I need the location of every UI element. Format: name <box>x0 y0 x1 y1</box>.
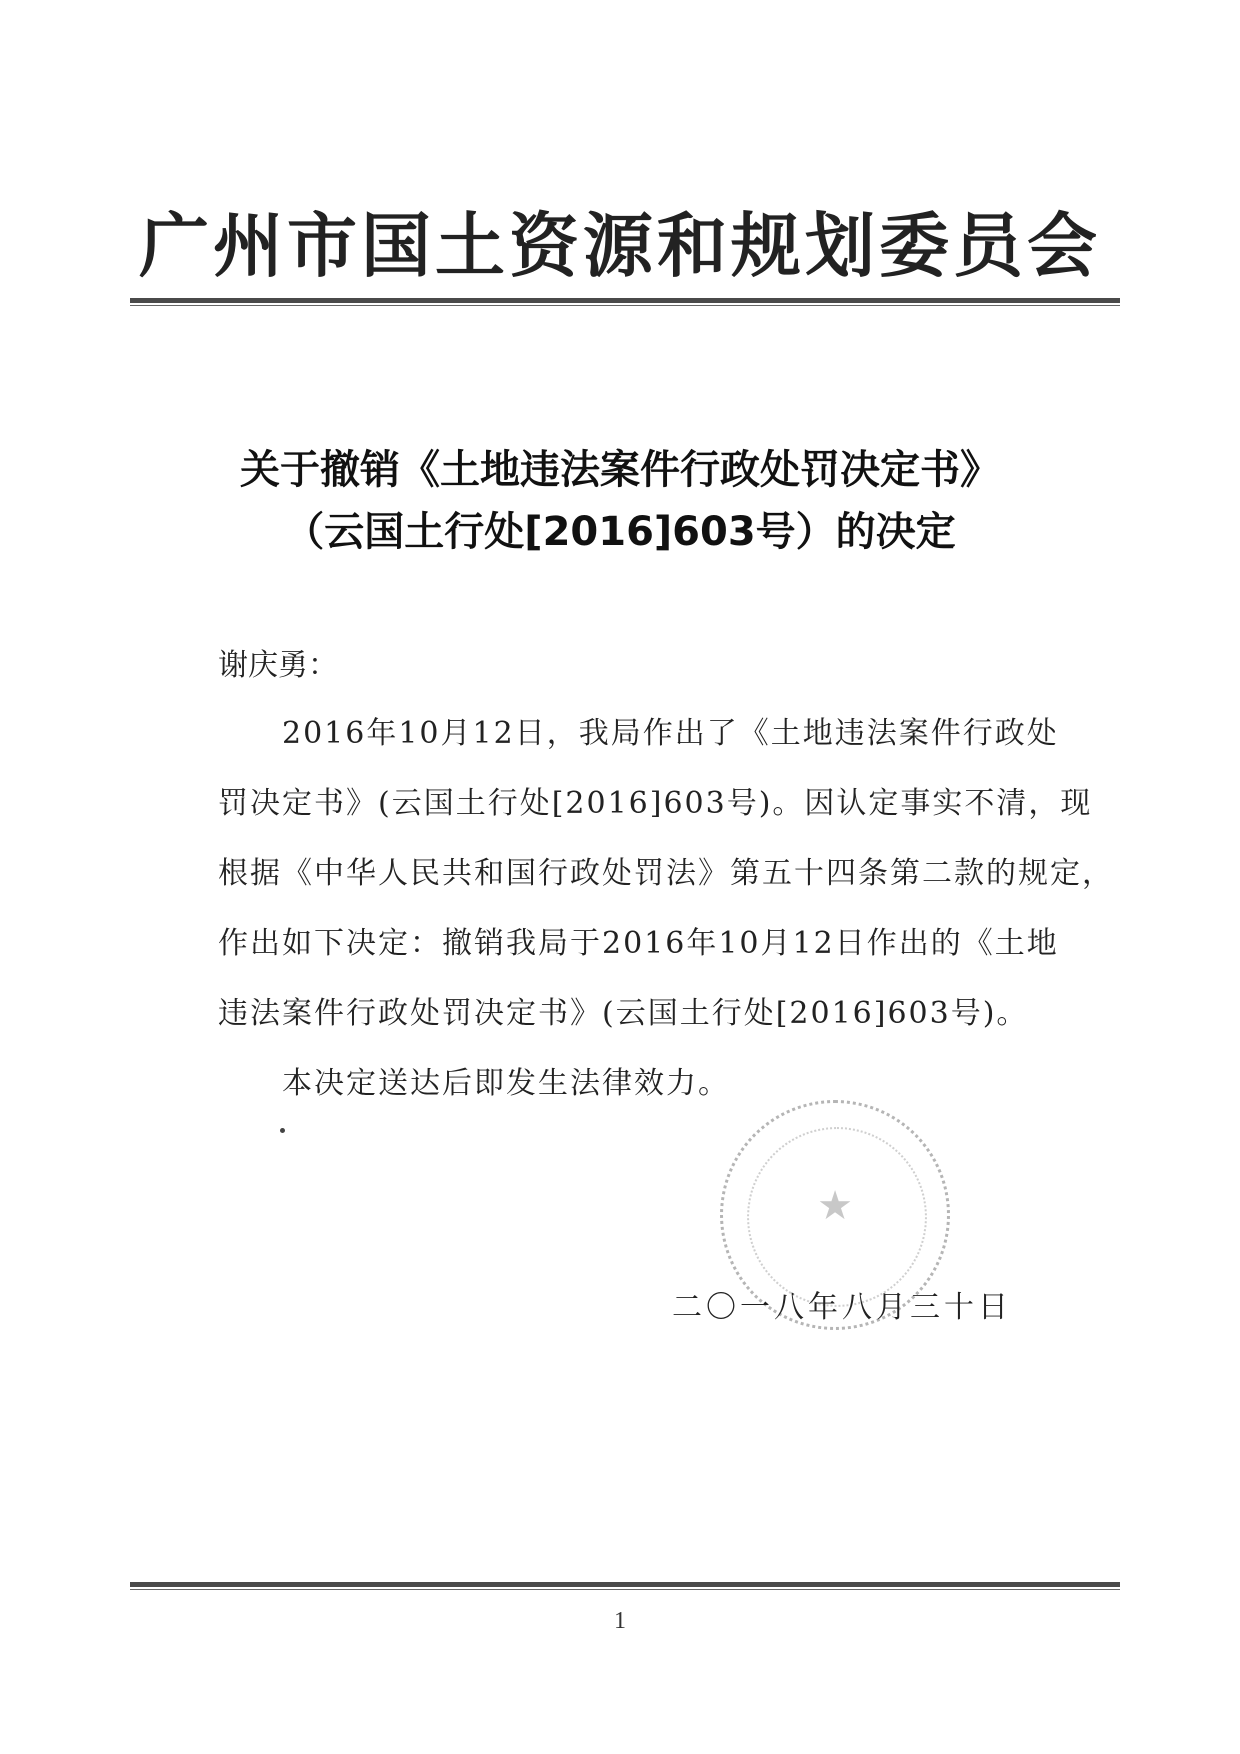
paragraph-line: 罚决定书》(云国土行处[2016]603号)。因认定事实不清，现 <box>218 786 1093 821</box>
page-number: 1 <box>614 1608 626 1634</box>
seal-star-icon: ★ <box>817 1183 853 1229</box>
letterhead-organization: 广州市国土资源和规划委员会 <box>139 204 1101 287</box>
document-date: 二〇一八年八月三十日 <box>672 1290 1012 1325</box>
closing-statement: 本决定送达后即发生法律效力。 <box>282 1066 730 1101</box>
paragraph-line: 根据《中华人民共和国行政处罚法》第五十四条第二款的规定， <box>218 856 1114 891</box>
salutation: 谢庆勇： <box>218 648 338 683</box>
letterhead-divider <box>130 298 1120 306</box>
paragraph-line: 违法案件行政处罚决定书》(云国土行处[2016]603号)。 <box>218 996 1029 1031</box>
footer-divider <box>130 1582 1120 1590</box>
document-title-line2: （云国土行处[2016]603号）的决定 <box>284 509 956 555</box>
scan-speck <box>280 1128 285 1133</box>
paragraph-line: 2016年10月12日，我局作出了《土地违法案件行政处 <box>282 716 1059 751</box>
paragraph-line: 作出如下决定：撤销我局于2016年10月12日作出的《土地 <box>218 926 1059 961</box>
document-title-line1: 关于撤销《土地违法案件行政处罚决定书》 <box>240 447 1000 493</box>
